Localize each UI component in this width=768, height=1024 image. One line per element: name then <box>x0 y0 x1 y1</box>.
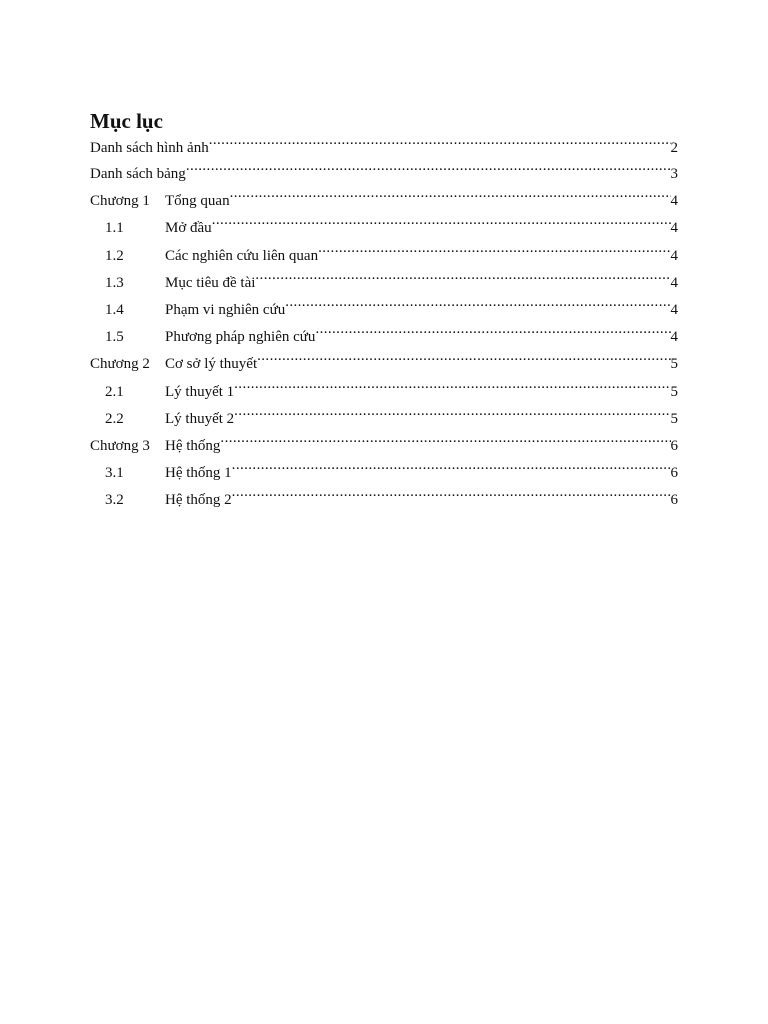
toc-entry[interactable] <box>90 267 678 294</box>
toc-dot-leader <box>220 430 670 450</box>
toc-entry-label: Phạm vi nghiên cứu <box>165 301 286 318</box>
toc-entry-page-number: 4 <box>670 247 678 264</box>
toc-entry-number: 1.2 <box>105 247 124 264</box>
toc-entry-label: Các nghiên cứu liên quan <box>165 247 319 264</box>
toc-dot-leader <box>232 457 671 477</box>
toc-entry-page-number: 5 <box>670 383 678 400</box>
toc-entry-page-number: 6 <box>670 492 678 509</box>
toc-dot-leader <box>315 321 670 341</box>
toc-entry-label: Hệ thống 1 <box>165 465 232 482</box>
toc-entry[interactable] <box>90 294 678 321</box>
toc-entry-label: Cơ sở lý thuyết <box>165 356 258 373</box>
toc-dot-leader <box>186 158 671 178</box>
toc-entry-number: 1.3 <box>105 274 124 291</box>
toc-entry[interactable] <box>90 185 678 212</box>
toc-entry[interactable] <box>90 321 678 348</box>
toc-entry-label: Lý thuyết 2 <box>165 410 235 427</box>
toc-entry[interactable] <box>90 212 678 239</box>
toc-entry-page-number: 6 <box>670 465 678 482</box>
toc-dot-leader <box>209 132 671 152</box>
toc-dot-leader <box>234 376 670 396</box>
toc-entry[interactable] <box>90 376 678 403</box>
toc-entry[interactable] <box>90 158 678 185</box>
toc-entry[interactable] <box>90 240 678 267</box>
toc-dot-leader <box>232 484 671 504</box>
toc-dot-leader <box>257 348 670 368</box>
toc-entry-page-number: 4 <box>670 274 678 291</box>
toc-list <box>90 132 678 511</box>
toc-dot-leader <box>234 403 670 423</box>
toc-entry-label: Hệ thống 2 <box>165 492 232 509</box>
toc-entry-page-number: 2 <box>670 140 678 156</box>
toc-entry-number: 2.2 <box>105 410 124 427</box>
toc-dot-leader <box>230 185 671 205</box>
toc-entry-page-number: 4 <box>670 329 678 346</box>
toc-entry-number: 1.4 <box>105 301 124 318</box>
toc-entry[interactable] <box>90 403 678 430</box>
toc-entry-page-number: 3 <box>670 166 678 182</box>
toc-entry[interactable] <box>90 484 678 511</box>
toc-entry-page-number: 6 <box>670 437 678 454</box>
toc-entry-label: Phương pháp nghiên cứu <box>165 329 316 346</box>
toc-entry-page-number: 4 <box>670 220 678 237</box>
toc-entry-page-number: 4 <box>670 301 678 318</box>
toc-dot-leader <box>318 240 670 260</box>
toc-entry-page-number: 5 <box>670 410 678 427</box>
toc-entry-label: Mở đầu <box>165 220 212 237</box>
toc-entry[interactable] <box>90 132 678 158</box>
toc-dot-leader <box>285 294 670 314</box>
toc-entry-number: 3.1 <box>105 465 124 482</box>
toc-dot-leader <box>212 212 671 232</box>
toc-entry-number: Chương 3 <box>90 437 150 454</box>
toc-entry-number: Chương 2 <box>90 356 150 373</box>
toc-entry-number: 1.1 <box>105 220 124 237</box>
toc-entry[interactable] <box>90 430 678 457</box>
toc-entry-label: Danh sách bảng <box>90 166 186 182</box>
toc-entry-label: Lý thuyết 1 <box>165 383 235 400</box>
toc-dot-leader <box>255 267 670 287</box>
toc-entry-number: Chương 1 <box>90 193 150 210</box>
toc-entry-page-number: 5 <box>670 356 678 373</box>
toc-entry[interactable] <box>90 348 678 375</box>
toc-entry-number: 3.2 <box>105 492 124 509</box>
toc-entry-label: Mục tiêu đề tài <box>165 274 256 291</box>
toc-entry-number: 2.1 <box>105 383 124 400</box>
toc-entry-page-number: 4 <box>670 193 678 210</box>
document-page <box>90 108 678 511</box>
toc-title: Mục lục <box>90 109 163 133</box>
toc-entry[interactable] <box>90 457 678 484</box>
toc-entry-label: Danh sách hình ảnh <box>90 140 209 156</box>
toc-entry-number: 1.5 <box>105 329 124 346</box>
toc-entry-label: Tổng quan <box>165 193 230 210</box>
toc-entry-label: Hệ thống <box>165 437 221 454</box>
